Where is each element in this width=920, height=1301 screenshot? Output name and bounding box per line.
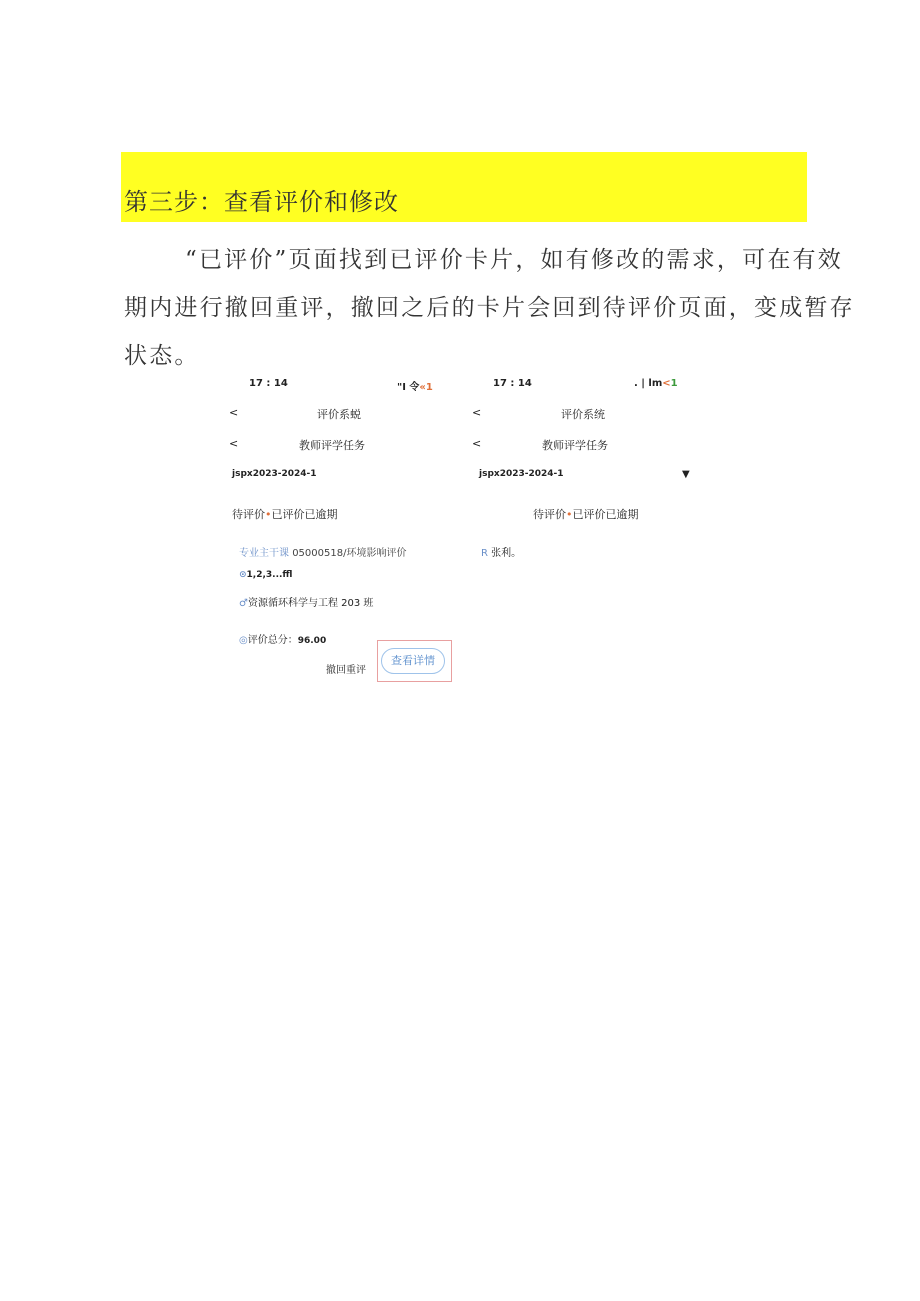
nav-title: 评价系统: [561, 408, 605, 421]
score-row: [239, 631, 326, 646]
semester-select[interactable]: jspx2023-2024-1: [232, 469, 317, 479]
week-row: [239, 570, 292, 580]
score-label: 评价总分：: [247, 635, 298, 646]
class-row: [239, 594, 373, 609]
score-icon: ◎: [239, 635, 248, 646]
semester-select[interactable]: jspx2023-2024-1: [479, 469, 564, 479]
nav-title: 评价系蜕: [317, 408, 361, 421]
course-type-label: 专业主干课: [239, 548, 289, 559]
status-tabs[interactable]: 待评价•已评价已逾期: [232, 508, 338, 521]
paragraph-line-2: 期内进行撤回重评，撤回之后的卡片会回到待评价页面，变成暂存: [124, 295, 855, 321]
view-details-button[interactable]: 查看详情: [381, 648, 445, 674]
status-time: 17 : 14: [493, 378, 532, 389]
status-signal: "I 令«1: [397, 382, 433, 393]
page-subtitle: 教师评学任务: [542, 439, 608, 452]
status-time: 17 : 14: [249, 378, 288, 389]
course-name: 05000518/环境影响评价: [292, 548, 407, 559]
teacher-row: [481, 544, 521, 559]
class-name: 资源循环科学与工程 203 班: [247, 598, 374, 609]
page-subtitle: 教师评学任务: [299, 439, 365, 452]
course-row: [239, 544, 406, 559]
teacher-name: 张利。: [491, 548, 522, 559]
paragraph-line-1: “已评价”页面找到已评价卡片，如有修改的需求，可在有效: [185, 247, 843, 273]
back-arrow-icon[interactable]: <: [229, 437, 239, 450]
paragraph-line-3: 状态。: [124, 343, 200, 369]
back-arrow-icon[interactable]: <: [229, 406, 239, 419]
week-value: 1,2,3...ffl: [246, 570, 293, 580]
dropdown-arrow-icon[interactable]: ▼: [682, 469, 690, 480]
status-signal: . | lm<1: [634, 378, 678, 389]
back-arrow-icon[interactable]: <: [472, 437, 482, 450]
clock-icon: ⊙: [239, 570, 247, 580]
person-icon: R: [481, 548, 488, 559]
status-tabs[interactable]: 待评价•已评价已逾期: [533, 508, 639, 521]
section-heading: 第三步：查看评价和修改: [124, 188, 399, 216]
withdraw-button[interactable]: 撤回重评: [326, 665, 366, 676]
back-arrow-icon[interactable]: <: [472, 406, 482, 419]
score-value: 96.00: [297, 636, 327, 646]
class-icon: ♂: [239, 598, 248, 609]
